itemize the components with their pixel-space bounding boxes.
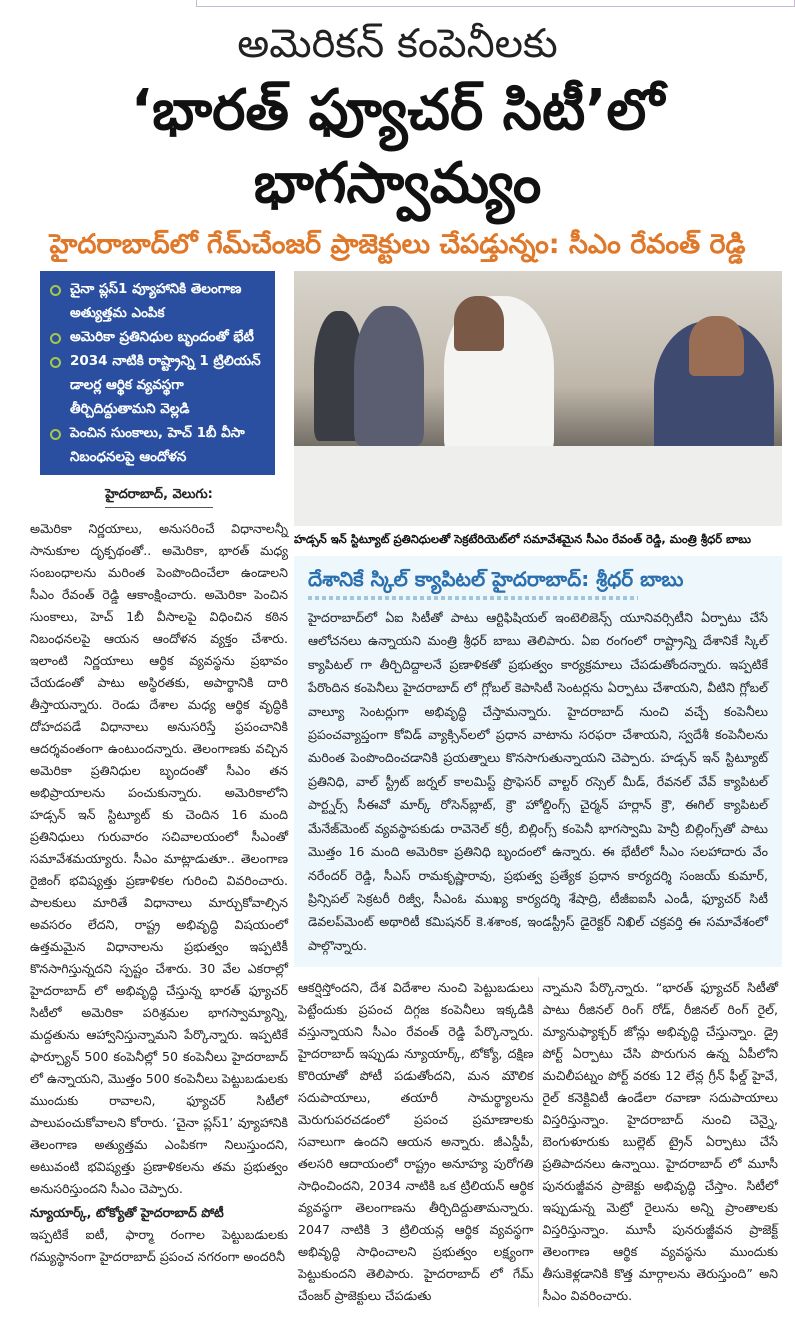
headline-kicker: అమెరికన్ కంపెనీలకు bbox=[237, 21, 558, 67]
article-paragraph: ఇప్పటికే ఐటీ, ఫార్మా రంగాల పెట్టుబడులకు గమ్యస్థానంగా హైదరాబాద్ ప్రపంచ నగరంగా అందరినీ bbox=[30, 1227, 288, 1265]
person-figure bbox=[354, 306, 424, 446]
top-border-box bbox=[196, 0, 795, 7]
subheadline: హైదరాబాద్‌లో గేమ్‌చేంజర్ ప్రాజెక్టులు చేపడ్తున్నం: సీఎం రేవంత్ రెడ్డి bbox=[49, 228, 746, 260]
sidebar-story bbox=[294, 556, 782, 967]
highlight-item bbox=[48, 277, 267, 325]
article-column-3 bbox=[539, 977, 783, 1307]
article-column-1 bbox=[30, 518, 288, 1268]
wavy-divider bbox=[308, 596, 638, 600]
person-figure bbox=[454, 296, 504, 351]
article-paragraph: అమెరికా నిర్ణయాలు, అనుసరించే విధానాలన్నీ సానుకూల దృక్పథంతో.. అమెరికా, భారత్ మధ్య సంబంధాలను మరింత పెంపొందించేలా ఉండాలని సీఎం రేవంత్ రెడ్డి ఆకాంక్షించారు. అమెరికా పెంచిన సుంకాలు, హెచ్ 1బీ వీసాలపై విధించిన కఠిన నిబంధనలపై ఆయన ఆందోళన వ్యక్తం చేశారు. ఇలాంటి నిర్ణయాలు ఆర్థిక వ్యవస్థను ప్రభావం చేయడంతో పాటు అస్థిరతకు, అపార్థానికి దారి తీస్తాయన్నారు. రెండు దేశాల మధ్య ఆర్థిక వృద్ధికి దోహదపడే విధానాలు అనుసరిస్తే ప్రపంచానికి ఆదర్శవంతంగా ఉంటుందన్నారు. తెలంగాణకు వచ్చిన అమెరికా ప్రతినిధుల బృందంతో సీఎం తన అభిప్రాయాలను పంచుకున్నారు. అమెరికాలోని హడ్సన్ ఇన్ స్టిట్యూట్ కు చెందిన 16 మంది ప్రతినిధులు గురువారం సచివాలయంలో సీఎంతో సమావేశమయ్యారు. సీఎం మాట్లాడుతూ.. తెలంగాణ రైజింగ్ భవిష్యత్తు ప్రణాళికల గురించి వివరించారు. పాలకులు మారితే విధానాలు మార్చుకోవాల్సిన అవసరం లేదని, రాష్ట్ర అభివృద్ధి విషయంలో ఉత్తమమైన విధానాలను ప్రభుత్వం ఇప్పటికీ కొనసాగిస్తున్నదని స్పష్టం చేశారు. 30 వేల ఎకరాల్లో హైదరాబాద్ లో అభివృద్ధి చేస్తున్న భారత్ ఫ్యూచర్ సిటీలో అమెరికా పరిశ్రమల భాగస్వామ్యాన్ని, మద్దతును ఆహ్వానిస్తున్నామని పేర్కొన్నారు. ఇప్పటికే ఫార్చ్యూన్ 500 కంపెనీల్లో 50 కంపెనీలు హైదరాబాద్ లో ఉన్నాయని, మొత్తం 500 కంపెనీలు పెట్టుబడులకు ముందుకు రావాలని, ఫ్యూచర్ సిటీలో పాలుపంచుకోవాలని కోరారు. ‘చైనా ప్లస్1’ వ్యూహానికి తెలంగాణ అత్యుత్తమ ఎంపికగా నిలుస్తుందని, అటువంటి భవిష్యత్తు ప్రణాళికలను తమ ప్రభుత్వం అనుసరిస్తుందని సీఎం చెప్పారు. bbox=[30, 521, 288, 1197]
highlight-item bbox=[48, 325, 267, 349]
article-paragraph: న్నామని పేర్కొన్నారు. “భారత్ ఫ్యూచర్ సిటీతో పాటు రీజినల్ రింగ్ రోడ్, రీజినల్ రింగ్ రైల్, మ్యానుఫ్యాక్చర్ జోన్లు అభివృద్ధి చేస్తున్నాం. డ్రై పోర్ట్ ఏర్పాటు చేసి పొరుగున ఉన్న ఏపీలోని మచిలీపట్నం పోర్ట్ వరకు 12 లేన్ల గ్రీన్ ఫీల్డ్ హైవే, రైల్ కనెక్టివిటీ ఉండేలా రవాణా సదుపాయాలు విస్తరిస్తున్నాం. హైదరాబాద్ నుంచి చెన్నై, బెంగుళూరుకు బుల్లెట్ ట్రైన్ ఏర్పాటు చేసే ప్రతిపాదనలు ఉన్నాయి. హైదరాబాద్ లో మూసీ పునరుజ్జీవన ప్రాజెక్టు అభివృద్ధి చేస్తాం. సిటీలో ఇప్పుడున్న మెట్రో రైలును అన్ని ప్రాంతాలకు విస్తరిస్తున్నాం. మూసీ పునరుజ్జీవన ప్రాజెక్ట్ తెలంగాణ ఆర్థిక వ్యవస్థను ముందుకు తీసుకెళ్లడానికి కొత్త మార్గాలను తెరుస్తుంది” అని సీఎం వివరించారు. bbox=[542, 980, 778, 1304]
bullet-circle-icon bbox=[50, 285, 61, 296]
photo-caption: హడ్సన్ ఇన్ స్టిట్యూట్ ప్రతినిధులతో సెక్రటేరియెట్‌లో సమావేశమైన సీఎం రేవంత్ రెడ్డి, మంత్రి శ్రీధర్ బాబు bbox=[294, 532, 751, 547]
highlight-text: చైనా ప్లస్1 వ్యూహానికి తెలంగాణ అత్యుత్తమ ఎంపిక bbox=[70, 281, 242, 322]
dateline-row bbox=[30, 483, 288, 508]
news-photo bbox=[294, 271, 782, 526]
bullet-circle-icon bbox=[50, 357, 61, 368]
bullet-circle-icon bbox=[50, 429, 61, 440]
sidebar-title: దేశానికే స్కిల్ క్యాపిటల్ హైదరాబాద్: శ్రీధర్ బాబు bbox=[308, 567, 684, 592]
highlight-item bbox=[48, 421, 267, 469]
highlights-box bbox=[40, 271, 275, 475]
highlight-item bbox=[48, 349, 267, 421]
highlight-text: పెంచిన సుంకాలు, హెచ్ 1బీ వీసా నిబంధనలపై ఆందోళన bbox=[70, 425, 245, 466]
left-column bbox=[30, 271, 288, 1268]
conference-table bbox=[294, 446, 782, 526]
article-body bbox=[0, 271, 795, 1317]
person-figure bbox=[689, 316, 744, 376]
headline: ‘భారత్ ఫ్యూచర్ సిటీ’లో భాగస్వామ్యం bbox=[130, 78, 665, 216]
article-paragraph: ఆకర్షిస్తోందని, దేశ విదేశాల నుంచి పెట్టుబడులు పెట్టేందుకు ప్రపంచ దిగ్గజ కంపెనీలు ఇక్కడికి వస్తున్నాయని సీఎం రేవంత్ రెడ్డి పేర్కొన్నారు. హైదరాబాద్ ఇప్పుడు న్యూయార్క్, టోక్యో, దక్షిణ కొరియాతో పోటీ పడుతోందని, మన మౌలిక సదుపాయాలు, తయారీ సామర్థ్యాలను మెరుగుపరచడంలో ప్రపంచ ప్రమాణాలకు సవాలుగా ఉందని ఆయన అన్నారు. జీఎస్డీపీ, తలసరి ఆదాయంలో రాష్ట్రం అనూహ్య పురోగతి సాధించిందని, 2034 నాటికి ఒక ట్రిలియన్ ఆర్థిక వ్యవస్థగా తెలంగాణను తీర్చిదిద్దుతామన్నారు. 2047 నాటికి 3 ట్రిలియన్ల ఆర్థిక వ్యవస్థగా అభివృద్ధి సాధించాలని ప్రభుత్వం లక్ష్యంగా పెట్టుకుందని తెలిపారు. హైదరాబాద్ లో గేమ్ చేంజర్ ప్రాజెక్టులు చేపడుతు bbox=[298, 980, 534, 1304]
headline-block bbox=[0, 7, 795, 263]
right-column bbox=[294, 271, 782, 1307]
article-column-2 bbox=[294, 977, 538, 1307]
highlight-text: అమెరికా ప్రతినిధుల బృందంతో భేటీ bbox=[70, 329, 254, 346]
highlight-text: 2034 నాటికి రాష్ట్రాన్ని 1 ట్రిలియన్ డాలర్ల ఆర్థిక వ్యవస్థగా తీర్చిదిద్దుతామని వెల్లడి bbox=[70, 353, 261, 418]
bullet-circle-icon bbox=[50, 333, 61, 344]
sidebar-body: హైదరాబాద్‌లో ఏఐ సిటీతో పాటు ఆర్టిఫిషియల్ ఇంటెలిజెన్స్ యూనివర్సిటీని ఏర్పాటు చేసే ఆలోచనలు ఉన్నాయని మంత్రి శ్రీధర్ బాబు తెలిపారు. ఏఐ రంగంలో రాష్ట్రాన్ని దేశానికే స్కిల్ క్యాపిటల్ గా తీర్చిదిద్దాలనే ప్రణాళికతో ప్రభుత్వం కార్యక్రమాలు చేపడుతోందన్నారు. ఇప్పటికే పేరొందిన కంపెనీలు హైదరాబాద్ లో గ్లోబల్ కెపాసిటీ సెంటర్లను ఏర్పాటు చేశాయని, వీటిని గ్లోబల్ వాల్యూ సెంటర్లుగా అభివృద్ధి చేస్తామన్నారు. హైదరాబాద్ నుంచి వచ్చే కంపెనీలు ప్రపంచవ్యాప్తంగా కోవిడ్ వ్యాక్సిన్‌లలో ప్రధాన వాటాను సరఫరా చేశాయని, స్వదేశీ కంపెనీలను మరింత పెంపొందించడానికి ప్రయత్నాలు కొనసాగుతున్నాయని చెప్పారు. హడ్సన్ ఇన్ స్టిట్యూట్ ప్రతినిధి, వాల్ స్ట్రీట్ జర్నల్ కాలమిస్ట్ ప్రొఫెసర్ వాల్టర్ రస్సెల్ మీడ్, రేవనల్ వేవ్ క్యాపిటల్ పార్ట్నర్స్ సీఈవో మార్క్ రోసెన్‌బ్లాట్, క్రౌ హోల్డింగ్స్ చైర్మన్ హర్లాన్ క్రౌ, ఈగిల్ క్యాపిటల్ మేనేజ్‌మెంట్ వ్యవస్థాపకుడు రావెనెల్ కర్రీ, బిల్లింగ్స్ కంపెనీ భాగస్వామి హెన్రీ బిల్లింగ్స్‌తో పాటు మొత్తం 16 మంది అమెరికా ప్రతినిధి బృందంలో ఉన్నారు. ఈ భేటీలో సీఎం సలహాదారు వేం నరేందర్ రెడ్డి, సీఎస్ రామకృష్ణారావు, ప్రభుత్వ ప్రత్యేక ప్రధాన కార్యదర్శి సంజయ్ కుమార్, ప్రిన్సిపల్ సెక్రటరీ రిజ్వీ, సీఎంఓ ముఖ్య కార్యదర్శి శేషాద్రి, టీజీఐఐసీ ఎండీ, ఫ్యూచర్ సిటీ డెవలప్‌మెంట్ అథారిటీ కమిషనర్ కె.శశాంక, ఇండస్ట్రీస్ డైరెక్టర్ నిఖిల్ చక్రవర్తి ఈ సమావేశంలో పాల్గొన్నారు. bbox=[308, 610, 768, 953]
dateline: హైదరాబాద్, వెలుగు: bbox=[105, 485, 213, 508]
lower-columns bbox=[294, 977, 782, 1307]
crosshead: న్యూయార్క్, టోక్యోతో హైదరాబాద్ పోటీ bbox=[30, 1205, 224, 1221]
